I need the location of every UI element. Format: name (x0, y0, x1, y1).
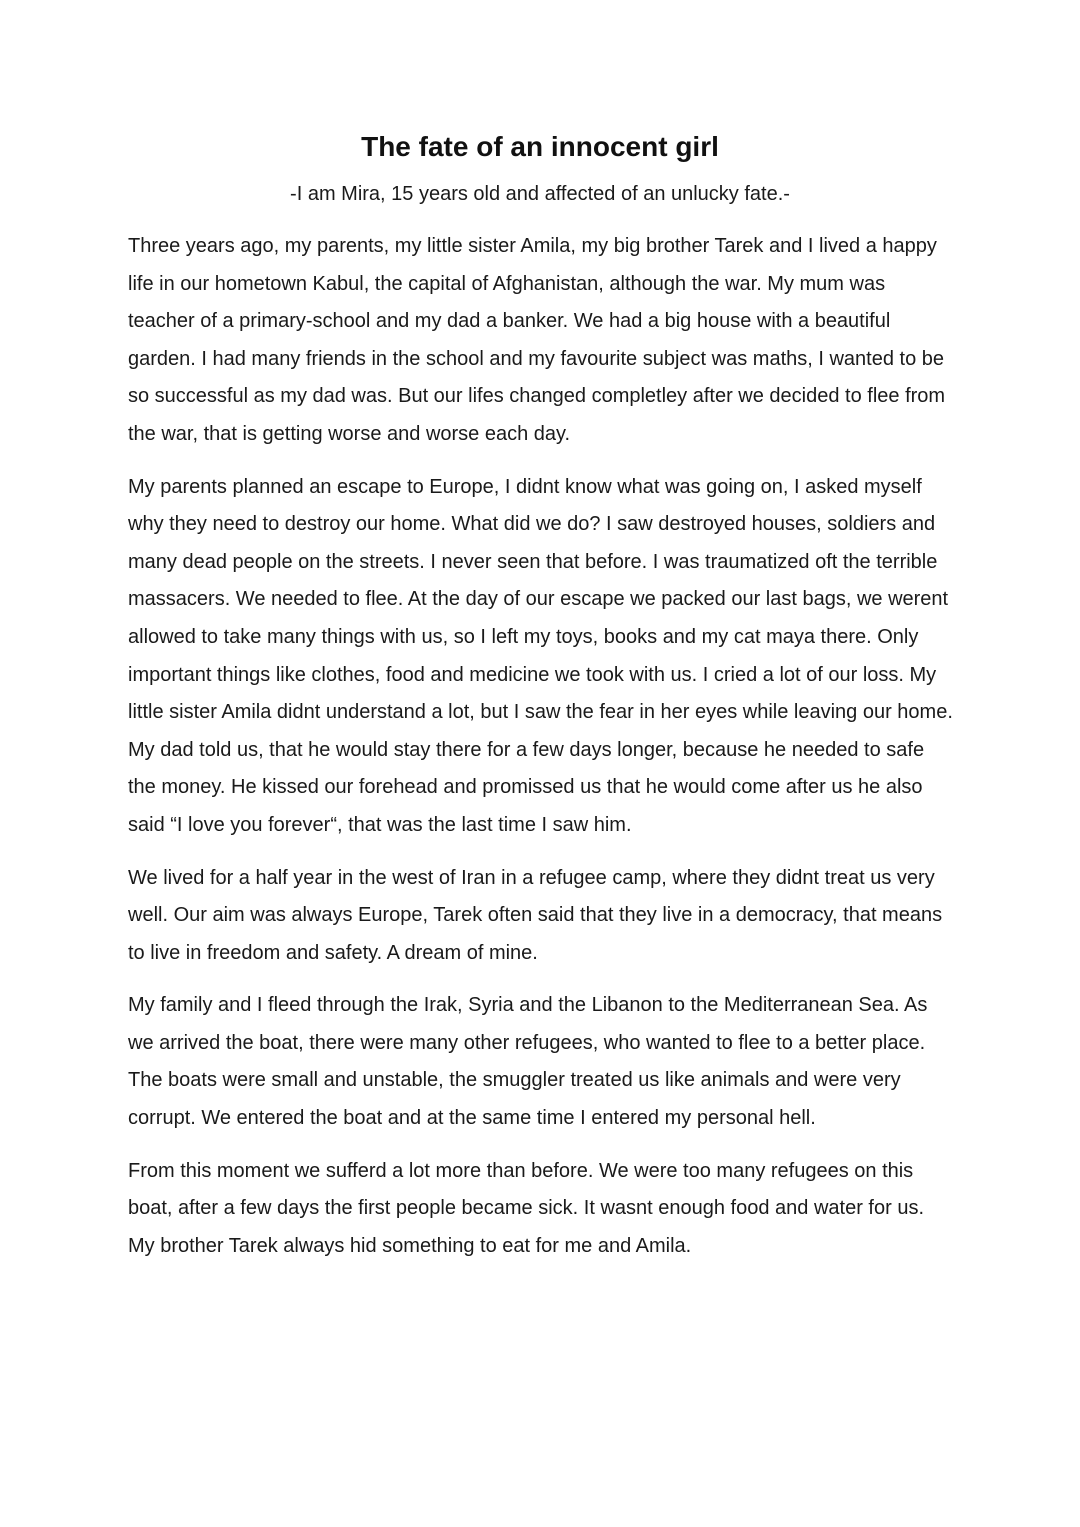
paragraph-5: From this moment we sufferd a lot more than before. We were too many refugees on this boat, after a few days the first people became sick. It wasnt enough food and water for us. My brother Tarek always hid something to eat for me and Amila. (128, 1159, 925, 1257)
paragraph-3: We lived for a half year in the west of Iran in a refugee camp, where they didnt treat us very well. Our aim was always Europe, Tarek often said that they live in a democracy, that means to live in freedom and safety. A dream of mine. (128, 866, 943, 964)
paragraph-4: My family and I fleed through the Irak, Syria and the Libanon to the Mediterranean Sea. As we arrived the boat, there were many other refugees, who wanted to flee to a better place. The boats were small and unstable, the smuggler treated us like animals and were very corrupt. We entered the boat and at the same time I entered my personal hell. (128, 994, 928, 1130)
document-body (128, 228, 956, 1280)
document-title: The fate of an innocent girl (361, 131, 719, 162)
paragraph-1: Three years ago, my parents, my little sister Amila, my big brother Tarek and I lived a happy life in our hometown Kabul, the capital of Afghanistan, although the war. My mum was teacher of a primary-school and my dad a banker. We had a big house with a beautiful garden. I had many friends in the school and my favourite subject was maths, I wanted to be so successful as my dad was. But our lifes changed completley after we decided to flee from the war, that is getting worse and worse each day. (128, 235, 946, 445)
paragraph-2: My parents planned an escape to Europe, I didnt know what was going on, I asked myself why they need to destroy our home. What did we do? I saw destroyed houses, soldiers and many dead people on the streets. I never seen that before. I was traumatized oft the terrible massacers. We needed to flee. At the day of our escape we packed our last bags, we werent allowed to take many things with us, so I left my toys, books and my cat maya there. Only important things like clothes, food and medicine we took with us. I cried a lot of our loss. My little sister Amila didnt understand a lot, but I saw the fear in her eyes while leaving our home. My dad told us, that he would stay there for a few days longer, because he needed to safe the money. He kissed our forehead and promissed us that he would come after us he also said “I love you forever“, that was the last time I saw him. (128, 475, 953, 836)
document-subtitle: -I am Mira, 15 years old and affected of an unlucky fate.- (290, 183, 790, 205)
